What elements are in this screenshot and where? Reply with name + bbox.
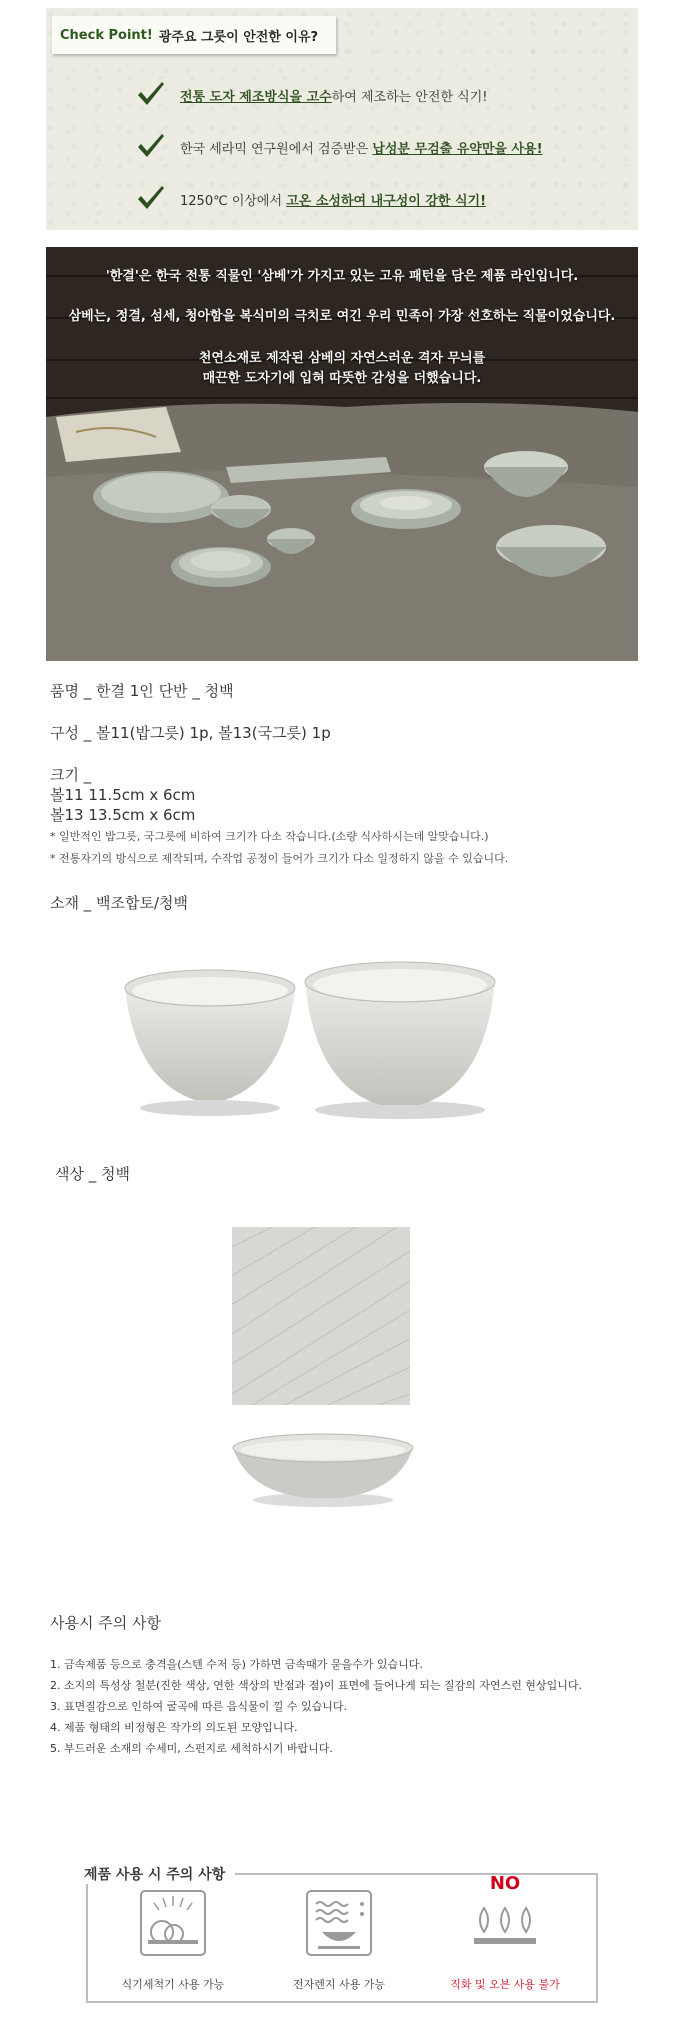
checkpoint-item-text: 전통 도자 제조방식을 고수하여 제조하는 안전한 식기! [180,89,488,105]
checkmark-icon [136,132,166,162]
usage-title: 제품 사용 시 주의 사항 [74,1864,235,1884]
caution-item: 4. 제품 형태의 비정형은 작가의 의도된 모양입니다. [50,1721,298,1734]
bowls-product-image [110,960,570,1120]
microwave-icon [304,1888,374,1958]
checkpoint-item [136,182,486,216]
product-material: 소재 _ 백조합토/청백 [50,894,189,912]
caution-item: 5. 부드러운 소재의 수세미, 스펀지로 세척하시기 바랍니다. [50,1742,333,1755]
hero-text-line: 매끈한 도자기에 입혀 따뜻한 감성을 더했습니다. [202,371,482,386]
checkpoint-tag-text: 광주요 그릇이 안전한 이유? [158,29,319,45]
checkmark-icon [136,80,166,110]
gas-burner-icon [470,1898,540,1958]
checkpoint-banner [46,8,638,230]
caution-item: 3. 표면질감으로 인하여 굴곡에 따른 음식물이 낄 수 있습니다. [50,1700,347,1713]
product-composition: 구성 _ 볼11(밥그릇) 1p, 볼13(국그릇) 1p [50,724,331,742]
checkpoint-item-text: 1250℃ 이상에서 고온 소성하여 내구성이 강한 식기! [180,193,487,209]
fire-oven-label: 직화 및 오븐 사용 불가 [450,1978,560,1991]
microwave-label: 전자렌지 사용 가능 [292,1978,385,1991]
caution-title: 사용시 주의 사항 [50,1614,161,1632]
no-label: NO [489,1873,521,1894]
hero-image [46,247,638,661]
product-name: 품명 _ 한결 1인 단반 _ 청백 [50,682,234,700]
size-note: * 일반적인 밥그릇, 국그릇에 비하여 크기가 다소 작습니다.(소량 식사하시는데 알맞습니다.) [50,830,489,843]
dishwasher-icon [138,1888,208,1958]
checkpoint-item-text: 한국 세라믹 연구원에서 검증받은 납성분 무검출 유약만을 사용! [180,141,543,157]
caution-item: 2. 소지의 특성상 철분(진한 색상, 연한 색상의 반점과 점)이 표면에 들어나게 되는 질감의 자연스런 현상입니다. [50,1679,582,1692]
checkpoint-item [136,130,543,164]
checkpoint-item [136,78,487,112]
hero-text-line: '한결'은 한국 전통 직물인 '삼베'가 가지고 있는 고유 패턴을 담은 제품 라인입니다. [105,269,579,284]
product-color: 색상 _ 청백 [55,1165,130,1183]
product-size-2: 볼13 13.5cm x 6cm [50,806,196,824]
texture-swatch-image [232,1227,410,1405]
product-size-title: 크기 _ [50,766,92,784]
checkmark-icon [136,184,166,214]
hero-text-line: 천연소재로 제작된 삼베의 자연스러운 격자 무늬를 [198,351,486,366]
product-size-1: 볼11 11.5cm x 6cm [50,786,196,804]
oval-bowl-image [228,1430,418,1510]
checkpoint-tag [52,16,336,54]
hero-text-line: 삼베는, 정결, 섬세, 청아함을 복식미의 극치로 여긴 우리 민족이 가장 선호하는 직물이었습니다. [68,309,616,324]
dishwasher-label: 식기세척기 사용 가능 [121,1978,225,1991]
caution-item: 1. 금속제품 등으로 충격을(스텐 수저 등) 가하면 금속때가 묻을수가 있습니다. [50,1658,423,1671]
size-note: * 전통자기의 방식으로 제작되며, 수작업 공정이 들어가 크기가 다소 일정하지 않을 수 있습니다. [50,852,509,865]
checkpoint-tag-highlight: Check Point! [60,27,153,43]
